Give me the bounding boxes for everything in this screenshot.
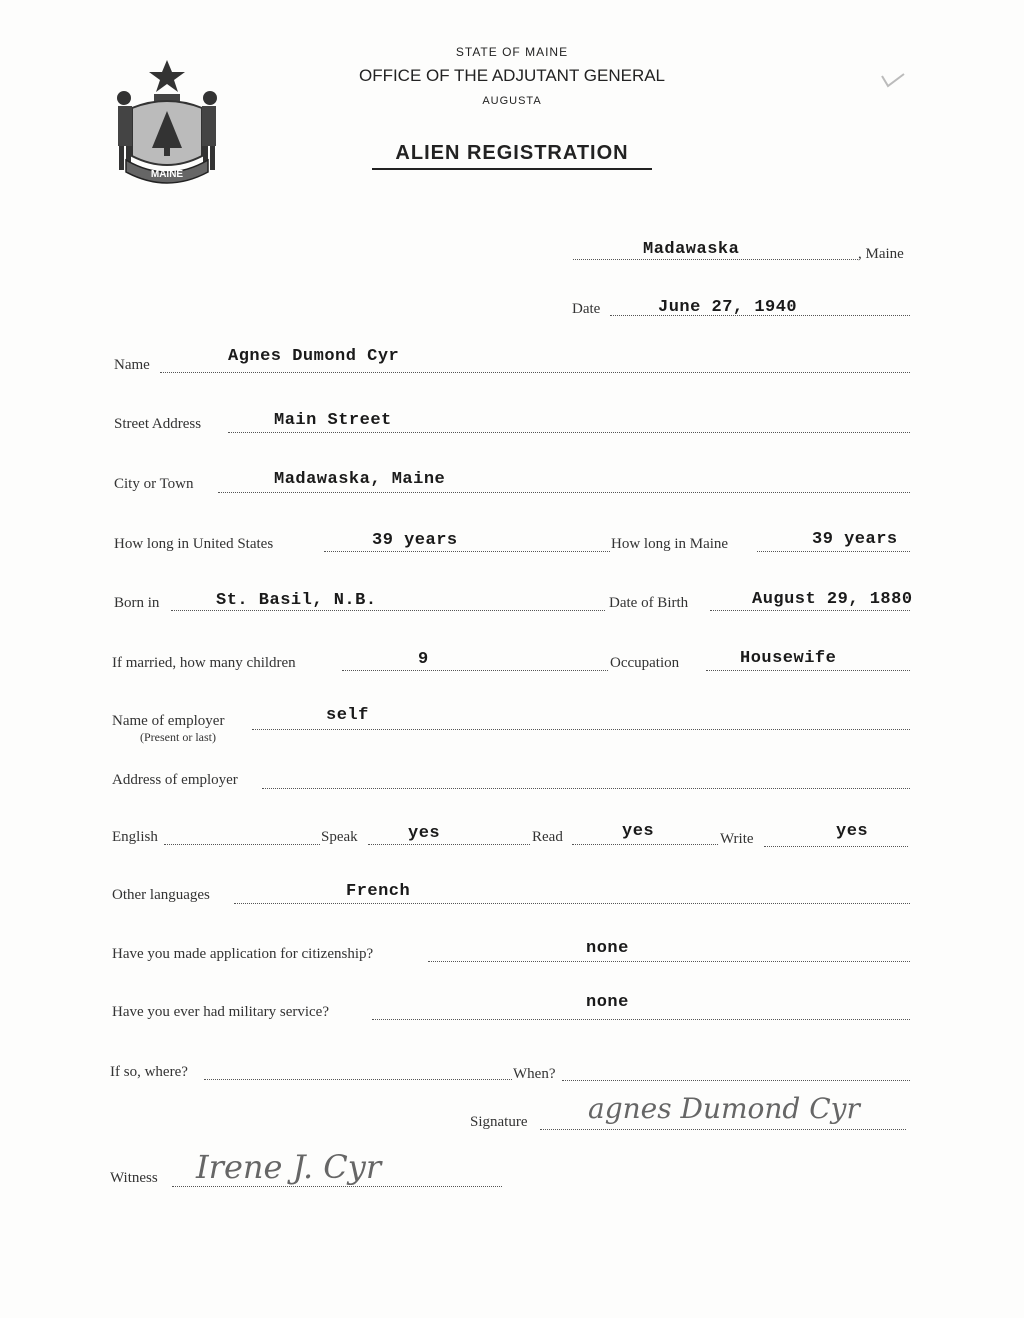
military-value: none <box>586 993 629 1012</box>
born-value: St. Basil, N.B. <box>216 591 377 610</box>
employer-value: self <box>326 706 369 725</box>
other-languages-value: French <box>346 882 411 901</box>
where-label: If so, where? <box>110 1064 188 1080</box>
occupation-label: Occupation <box>610 655 680 671</box>
page-title: ALIEN REGISTRATION <box>395 142 629 164</box>
employer-label: Name of employer <box>112 713 225 729</box>
street-label: Street Address <box>114 416 202 432</box>
maine-duration-line <box>757 551 910 552</box>
maine-duration-value: 39 years <box>812 530 898 549</box>
us-duration-label: How long in United States <box>114 536 274 552</box>
employer-address-label: Address of employer <box>112 772 238 788</box>
name-label: Name <box>114 357 150 373</box>
header-city: AUGUSTA <box>482 95 542 107</box>
place-line <box>573 259 858 260</box>
when-line <box>562 1080 910 1081</box>
other-languages-line <box>234 903 910 904</box>
name-value: Agnes Dumond Cyr <box>228 347 400 366</box>
employer-line <box>252 729 910 730</box>
read-line <box>572 844 718 845</box>
occupation-value: Housewife <box>740 649 837 668</box>
city-line <box>218 492 910 493</box>
citizenship-label: Have you made application for citizenship? <box>112 946 374 962</box>
employer-sublabel: (Present or last) <box>140 730 216 744</box>
svg-text:MAINE: MAINE <box>150 169 184 180</box>
speak-label: Speak <box>321 829 358 845</box>
dob-value: August 29, 1880 <box>752 590 913 609</box>
dob-label: Date of Birth <box>609 595 689 611</box>
when-label: When? <box>513 1066 556 1082</box>
us-duration-line <box>324 551 610 552</box>
occupation-line <box>706 670 910 671</box>
read-value: yes <box>622 822 655 841</box>
witness-line <box>172 1186 502 1187</box>
read-label: Read <box>532 829 563 845</box>
signature-line <box>540 1129 906 1130</box>
date-value: June 27, 1940 <box>658 298 798 317</box>
children-value: 9 <box>418 650 429 669</box>
place-suffix: , Maine <box>858 246 904 262</box>
write-value: yes <box>836 822 869 841</box>
witness-value: Irene J. Cyr <box>196 1148 382 1186</box>
born-label: Born in <box>114 595 160 611</box>
english-label: English <box>112 829 158 845</box>
where-line <box>204 1079 512 1080</box>
title-underline <box>372 168 652 170</box>
english-line <box>164 844 320 845</box>
date-label: Date <box>572 301 601 317</box>
military-line <box>372 1019 910 1020</box>
maine-seal-icon <box>110 56 224 186</box>
check-mark-icon <box>878 70 908 90</box>
street-value: Main Street <box>274 411 392 430</box>
city-value: Madawaska, Maine <box>274 470 446 489</box>
other-languages-label: Other languages <box>112 887 210 903</box>
maine-duration-label: How long in Maine <box>611 536 729 552</box>
signature-label: Signature <box>470 1114 528 1130</box>
speak-value: yes <box>408 824 441 843</box>
dob-line <box>710 610 910 611</box>
speak-line <box>368 844 530 845</box>
street-line <box>228 432 910 433</box>
header-state: STATE OF MAINE <box>455 45 569 59</box>
write-line <box>764 846 908 847</box>
name-line <box>160 372 910 373</box>
city-label: City or Town <box>114 476 194 492</box>
header-office: OFFICE OF THE ADJUTANT GENERAL <box>358 66 666 85</box>
place-value: Madawaska <box>643 240 740 259</box>
witness-label: Witness <box>110 1170 158 1186</box>
citizenship-value: none <box>586 939 629 958</box>
military-label: Have you ever had military service? <box>112 1004 329 1020</box>
us-duration-value: 39 years <box>372 531 458 550</box>
signature-value: agnes Dumond Cyr <box>588 1092 860 1125</box>
children-label: If married, how many children <box>112 655 296 671</box>
write-label: Write <box>720 831 754 847</box>
born-line <box>171 610 605 611</box>
citizenship-line <box>428 961 910 962</box>
employer-address-line <box>262 788 910 789</box>
children-line <box>342 670 608 671</box>
